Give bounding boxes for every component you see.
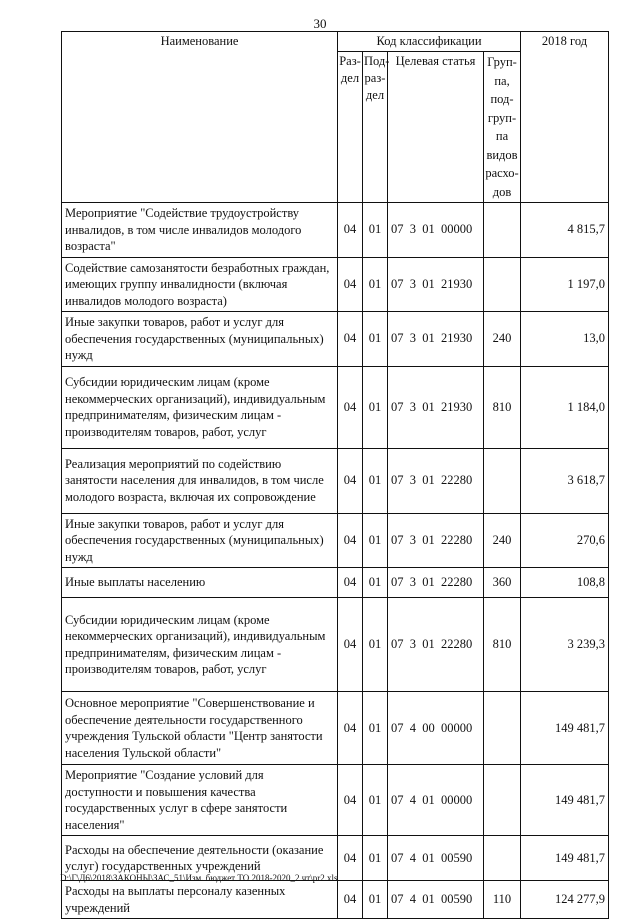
- row-subsection: 01: [363, 836, 388, 881]
- table-row: [62, 513, 609, 568]
- row-name: Иные закупки товаров, работ и услуг для обеспечения государственных (муниципальных) нужд: [62, 312, 338, 367]
- table-row: [62, 881, 609, 919]
- row-target: 07 3 01 21930: [388, 366, 484, 448]
- table-row: [62, 765, 609, 836]
- table-row: [62, 366, 609, 448]
- table-row: [62, 257, 609, 312]
- row-name: Иные закупки товаров, работ и услуг для обеспечения государственных (муниципальных) нужд: [62, 513, 338, 568]
- row-section: 04: [338, 692, 363, 765]
- budget-table: [61, 31, 609, 919]
- row-name: Реализация мероприятий по содействию занятости населения для инвалидов, в том числе молодого возраста, включая их сопровождение: [62, 448, 338, 513]
- row-subsection: 01: [363, 312, 388, 367]
- header-section: Раз- дел: [338, 52, 363, 203]
- row-target: 07 4 01 00590: [388, 881, 484, 919]
- row-name: Расходы на выплаты персоналу казенных учреждений: [62, 881, 338, 919]
- row-name: Мероприятие "Создание условий для доступности и повышения качества государственных услуг в сфере занятости населения": [62, 765, 338, 836]
- row-amount: 3 618,7: [521, 448, 609, 513]
- row-group: [484, 765, 521, 836]
- row-amount: 1 197,0: [521, 257, 609, 312]
- row-amount: 270,6: [521, 513, 609, 568]
- row-subsection: 01: [363, 257, 388, 312]
- row-name: Субсидии юридическим лицам (кроме некоммерческих организаций), индивидуальным предпринимателям, физическим лицам - производителям товаров, работ, услуг: [62, 598, 338, 692]
- row-section: 04: [338, 448, 363, 513]
- row-target: 07 3 01 22280: [388, 598, 484, 692]
- row-amount: 108,8: [521, 568, 609, 598]
- row-amount: 149 481,7: [521, 836, 609, 881]
- row-target: 07 4 01 00590: [388, 836, 484, 881]
- row-target: 07 4 01 00000: [388, 765, 484, 836]
- row-group: [484, 448, 521, 513]
- row-section: 04: [338, 257, 363, 312]
- row-target: 07 3 01 21930: [388, 257, 484, 312]
- row-subsection: 01: [363, 203, 388, 258]
- table-row: [62, 692, 609, 765]
- row-group: 110: [484, 881, 521, 919]
- row-amount: 4 815,7: [521, 203, 609, 258]
- row-section: 04: [338, 598, 363, 692]
- header-expense-group: Груп- па, под- груп- па видов расхо- дов: [484, 52, 521, 203]
- header-name: Наименование: [62, 32, 338, 203]
- row-group: 810: [484, 598, 521, 692]
- header-year: 2018 год: [521, 32, 609, 203]
- row-subsection: 01: [363, 366, 388, 448]
- table-row: [62, 568, 609, 598]
- row-subsection: 01: [363, 598, 388, 692]
- row-section: 04: [338, 513, 363, 568]
- row-section: 04: [338, 836, 363, 881]
- row-name: Мероприятие "Содействие трудоустройству инвалидов, в том числе инвалидов молодого возраста": [62, 203, 338, 258]
- row-section: 04: [338, 366, 363, 448]
- row-target: 07 3 01 22280: [388, 513, 484, 568]
- header-target: Целевая статья: [388, 52, 484, 203]
- row-section: 04: [338, 203, 363, 258]
- row-amount: 13,0: [521, 312, 609, 367]
- row-target: 07 3 01 00000: [388, 203, 484, 258]
- row-target: 07 4 00 00000: [388, 692, 484, 765]
- row-section: 04: [338, 881, 363, 919]
- row-target: 07 3 01 22280: [388, 568, 484, 598]
- header-classification: Код классификации: [338, 32, 521, 52]
- row-section: 04: [338, 765, 363, 836]
- row-target: 07 3 01 22280: [388, 448, 484, 513]
- row-amount: 149 481,7: [521, 692, 609, 765]
- row-amount: 149 481,7: [521, 765, 609, 836]
- table-row: [62, 448, 609, 513]
- row-group: [484, 257, 521, 312]
- row-subsection: 01: [363, 513, 388, 568]
- row-amount: 3 239,3: [521, 598, 609, 692]
- page-number: 30: [313, 16, 327, 31]
- row-amount: 1 184,0: [521, 366, 609, 448]
- row-name: Иные выплаты населению: [62, 568, 338, 598]
- row-group: 240: [484, 513, 521, 568]
- row-subsection: 01: [363, 448, 388, 513]
- row-name: Основное мероприятие "Совершенствование и обеспечение деятельности государственного учреждения Тульской области "Центр занятости населения Тульской области": [62, 692, 338, 765]
- row-amount: 124 277,9: [521, 881, 609, 919]
- table-row: [62, 598, 609, 692]
- row-group: 810: [484, 366, 521, 448]
- row-group: 360: [484, 568, 521, 598]
- row-name: Расходы на обеспечение деятельности (оказание услуг) государственных учреждений: [62, 836, 338, 881]
- table-row: [62, 312, 609, 367]
- row-group: 240: [484, 312, 521, 367]
- row-group: [484, 692, 521, 765]
- header-subsection: Под- раз- дел: [363, 52, 388, 203]
- row-target: 07 3 01 21930: [388, 312, 484, 367]
- row-subsection: 01: [363, 568, 388, 598]
- row-section: 04: [338, 568, 363, 598]
- row-section: 04: [338, 312, 363, 367]
- row-subsection: 01: [363, 692, 388, 765]
- row-subsection: 01: [363, 881, 388, 919]
- row-group: [484, 203, 521, 258]
- row-subsection: 01: [363, 765, 388, 836]
- row-name: Субсидии юридическим лицам (кроме некоммерческих организаций), индивидуальным предпринимателям, физическим лицам - производителям товаров, работ, услуг: [62, 366, 338, 448]
- file-path-footer: D:\Г\Д6\2018\ЗАКОНЫ\ЗАС_51\Изм. бюджет ТО 2018-2020_2 чт\pr2.xls: [60, 873, 338, 883]
- row-group: [484, 836, 521, 881]
- table-row: [62, 203, 609, 258]
- row-name: Содействие самозанятости безработных граждан, имеющих группу инвалидности (включая инвалидов молодого возраста): [62, 257, 338, 312]
